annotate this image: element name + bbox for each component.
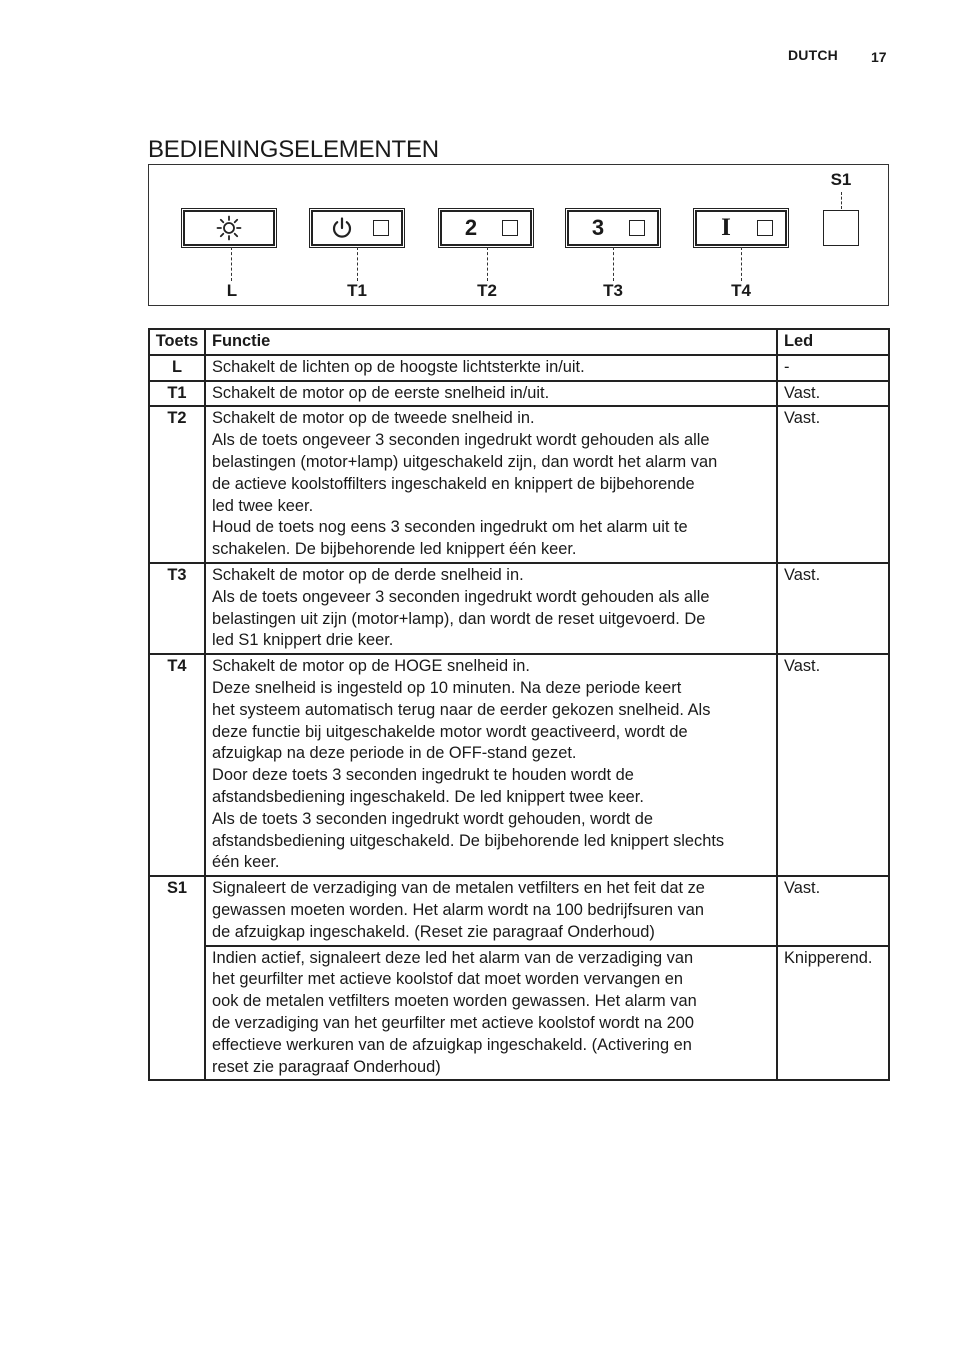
row-function <box>205 876 777 945</box>
function-text-line: het geurfilter met actieve koolstof dat moet worden vervangen en <box>212 970 684 989</box>
function-text-line: afstandsbediening uitgeschakeld. De bijbehorende led knippert slechts <box>212 831 725 850</box>
function-text-line: led twee keer. <box>212 496 314 515</box>
function-text-line: reset zie paragraaf Onderhoud) <box>212 1057 441 1076</box>
function-text-line: het systeem automatisch terug naar de eerder gekozen snelheid. Als <box>212 700 711 719</box>
row-function <box>205 654 777 876</box>
function-text-line: afstandsbediening ingeschakeld. De led knippert twee keer. <box>212 787 644 806</box>
function-text-line: Als de toets 3 seconden ingedrukt wordt gehouden, wordt de <box>212 809 654 828</box>
function-text-line: gewassen moeten worden. Het alarm wordt na 100 bedrijfsuren van <box>212 900 704 919</box>
leader-line-t2 <box>487 247 488 281</box>
led-indicator <box>502 220 518 236</box>
function-text-line: Houd de toets nog eens 3 seconden ingedrukt om het alarm uit te <box>212 518 688 537</box>
function-text-line: Schakelt de lichten op de hoogste lichtsterkte in/uit. <box>212 357 585 376</box>
speed-3-symbol: 3 <box>591 215 605 240</box>
label-t1: T1 <box>347 281 367 300</box>
row-key: L <box>149 355 205 381</box>
row-function <box>205 946 777 1081</box>
row-function <box>205 355 777 381</box>
function-text-line: de verzadiging van het geurfilter met actieve koolstof wordt na 200 <box>212 1013 694 1032</box>
function-text-line: effectieve werkuren van de afzuigkap ingeschakeld. (Activering en <box>212 1035 692 1054</box>
function-text-line: belastingen (motor+lamp) uitgeschakeld zijn, dan wordt het alarm van <box>212 452 718 471</box>
s1-filter-led <box>823 210 859 246</box>
row-key: T2 <box>149 406 205 563</box>
row-function <box>205 563 777 654</box>
function-text-line: schakelen. De bijbehorende led knippert één keer. <box>212 540 577 559</box>
table-row <box>149 355 889 381</box>
speed-3-button <box>567 210 659 246</box>
label-t4: T4 <box>731 281 751 300</box>
function-text-line: deze functie bij uitgeschakelde motor wordt geactiveerd, wordt de <box>212 722 688 741</box>
function-text-line: Deze snelheid is ingesteld op 10 minuten. Na deze periode keert <box>212 678 682 697</box>
table-row <box>149 406 889 563</box>
function-text-line: Signaleert de verzadiging van de metalen vetfilters en het feit dat ze <box>212 879 705 898</box>
label-s1: S1 <box>830 170 852 189</box>
header-function: Functie <box>205 329 777 355</box>
light-icon <box>185 212 273 244</box>
leader-line-l <box>231 247 232 281</box>
row-function <box>205 381 777 407</box>
sun-icon <box>216 215 242 241</box>
function-text-line: belastingen uit zijn (motor+lamp), dan wordt de reset uitgevoerd. De <box>212 609 706 628</box>
control-panel-diagram <box>148 164 889 306</box>
speed-2-symbol: 2 <box>464 215 478 240</box>
led-indicator <box>373 220 389 236</box>
row-led: - <box>777 355 889 381</box>
leader-line-t1 <box>357 247 358 281</box>
header-language: DUTCH <box>788 47 838 63</box>
table-row <box>149 654 889 876</box>
table-row <box>149 381 889 407</box>
table-row <box>149 563 889 654</box>
section-title: BEDIENINGSELEMENTEN <box>148 136 439 163</box>
row-led: Vast. <box>777 654 889 876</box>
label-l: L <box>226 281 238 300</box>
function-text-line: Als de toets ongeveer 3 seconden ingedrukt wordt gehouden als alle <box>212 587 710 606</box>
table-row <box>149 876 889 945</box>
power-button <box>311 210 403 246</box>
led-indicator <box>757 220 773 236</box>
row-function <box>205 406 777 563</box>
table-header-row <box>149 329 889 355</box>
header-key: Toets <box>149 329 205 355</box>
intensive-symbol: I <box>721 214 731 241</box>
power-icon <box>313 212 371 244</box>
speed-2-button <box>440 210 532 246</box>
function-text-line: Door deze toets 3 seconden ingedrukt te houden wordt de <box>212 766 634 785</box>
leader-line-s1 <box>841 192 842 209</box>
function-text-line: één keer. <box>212 853 280 872</box>
light-button <box>183 210 275 246</box>
row-led: Vast. <box>777 563 889 654</box>
page-number: 17 <box>871 49 887 65</box>
function-text-line: Schakelt de motor op de HOGE snelheid in. <box>212 657 530 676</box>
function-text-line: led S1 knippert drie keer. <box>212 631 394 650</box>
row-led: Knipperend. <box>777 946 889 1081</box>
function-text-line: Schakelt de motor op de tweede snelheid in. <box>212 409 535 428</box>
function-text-line: Schakelt de motor op de derde snelheid in. <box>212 565 524 584</box>
function-text-line: Indien actief, signaleert deze led het alarm van de verzadiging van <box>212 948 694 967</box>
function-text-line: de afzuigkap ingeschakeld. (Reset zie paragraaf Onderhoud) <box>212 922 655 941</box>
row-led: Vast. <box>777 381 889 407</box>
row-led: Vast. <box>777 876 889 945</box>
led-indicator <box>629 220 645 236</box>
function-text-line: de actieve koolstoffilters ingeschakeld en knippert de bijbehorende <box>212 474 695 493</box>
row-key: T3 <box>149 563 205 654</box>
table-row <box>149 946 889 1081</box>
row-key: T1 <box>149 381 205 407</box>
label-t2: T2 <box>477 281 497 300</box>
row-key: T4 <box>149 654 205 876</box>
leader-line-t4 <box>741 247 742 281</box>
function-text-line: Schakelt de motor op de eerste snelheid in/uit. <box>212 383 550 402</box>
function-text-line: Als de toets ongeveer 3 seconden ingedrukt wordt gehouden als alle <box>212 431 710 450</box>
intensive-button <box>695 210 787 246</box>
controls-table <box>148 328 890 1081</box>
header-led: Led <box>777 329 889 355</box>
row-key: S1 <box>149 876 205 1080</box>
row-led: Vast. <box>777 406 889 563</box>
function-text-line: ook de metalen vetfilters moeten worden gewassen. Het alarm van <box>212 992 697 1011</box>
label-t3: T3 <box>603 281 623 300</box>
function-text-line: afzuigkap na deze periode in de OFF-stand gezet. <box>212 744 577 763</box>
power-symbol-icon <box>330 216 354 240</box>
leader-line-t3 <box>613 247 614 281</box>
